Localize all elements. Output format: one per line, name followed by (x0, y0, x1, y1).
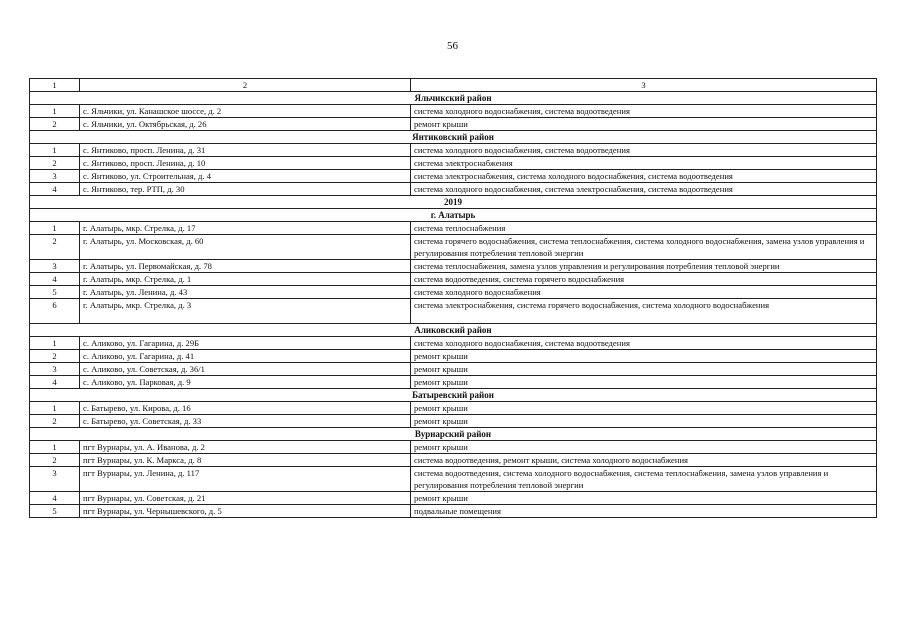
section-title: 2019 (30, 196, 877, 209)
row-address: с. Батырево, ул. Кирова, д. 16 (80, 402, 411, 415)
row-number: 6 (30, 299, 80, 324)
row-number: 2 (30, 454, 80, 467)
row-works: ремонт крыши (411, 402, 877, 415)
table-row (30, 235, 877, 260)
row-number: 3 (30, 363, 80, 376)
row-number: 4 (30, 183, 80, 196)
row-number: 3 (30, 260, 80, 273)
row-address: г. Алатырь, мкр. Стрелка, д. 17 (80, 222, 411, 235)
table-row (30, 222, 877, 235)
column-header-address: 2 (80, 79, 411, 92)
table-row (30, 350, 877, 363)
row-works: ремонт крыши (411, 118, 877, 131)
row-address: с. Батырево, ул. Советская, д. 33 (80, 415, 411, 428)
row-address: с. Янтиково, просп. Ленина, д. 31 (80, 144, 411, 157)
row-works: система теплоснабжения, замена узлов управления и регулирования потребления тепловой энергии (411, 260, 877, 273)
row-address: г. Алатырь, ул. Московская, д. 60 (80, 235, 411, 260)
row-number: 3 (30, 467, 80, 492)
section-row (30, 428, 877, 441)
section-row (30, 389, 877, 402)
row-works: система теплоснабжения (411, 222, 877, 235)
row-works: ремонт крыши (411, 363, 877, 376)
row-number: 2 (30, 415, 80, 428)
table-row (30, 505, 877, 518)
row-address: с. Янтиково, просп. Ленина, д. 10 (80, 157, 411, 170)
row-works: ремонт крыши (411, 441, 877, 454)
row-number: 5 (30, 286, 80, 299)
row-number: 1 (30, 441, 80, 454)
section-row (30, 324, 877, 337)
row-address: г. Алатырь, мкр. Стрелка, д. 3 (80, 299, 411, 324)
row-number: 1 (30, 337, 80, 350)
table-row (30, 144, 877, 157)
row-works: ремонт крыши (411, 415, 877, 428)
row-works: система электроснабжения, система холодного водоснабжения, система водоотведения (411, 170, 877, 183)
row-works: ремонт крыши (411, 492, 877, 505)
row-number: 1 (30, 144, 80, 157)
row-works: система горячего водоснабжения, система теплоснабжения, система холодного водоснабжения, замена узлов управления и регулирования потребления тепловой энергии (411, 235, 877, 260)
row-works: система холодного водоснабжения (411, 286, 877, 299)
row-number: 2 (30, 235, 80, 260)
row-number: 4 (30, 492, 80, 505)
section-row (30, 196, 877, 209)
table-row (30, 183, 877, 196)
row-works: система холодного водоснабжения, система электроснабжения, система водоотведения (411, 183, 877, 196)
page-number: 56 (447, 40, 458, 52)
row-number: 2 (30, 350, 80, 363)
row-number: 1 (30, 105, 80, 118)
row-address: пгт Вурнары, ул. К. Маркса, д. 8 (80, 454, 411, 467)
row-number: 1 (30, 402, 80, 415)
row-number: 2 (30, 157, 80, 170)
section-title: Янтиковский район (30, 131, 877, 144)
row-works: подвальные помещения (411, 505, 877, 518)
table-row (30, 376, 877, 389)
row-address: пгт Вурнары, ул. Чернышевского, д. 5 (80, 505, 411, 518)
row-works: система холодного водоснабжения, система водоотведения (411, 105, 877, 118)
row-address: г. Алатырь, ул. Первомайская, д. 78 (80, 260, 411, 273)
row-works: система водоотведения, система холодного водоснабжения, система теплоснабжения, замена узлов управления и регулирования потребления тепловой энергии (411, 467, 877, 492)
row-address: с. Аликово, ул. Гагарина, д. 29Б (80, 337, 411, 350)
row-number: 5 (30, 505, 80, 518)
row-works: система холодного водоснабжения, система водоотведения (411, 337, 877, 350)
row-address: с. Яльчики, ул. Октябрьская, д. 26 (80, 118, 411, 131)
section-title: Аликовский район (30, 324, 877, 337)
row-works: система электроснабжения, система горячего водоснабжения, система холодного водоснабжения (411, 299, 877, 324)
table-row (30, 157, 877, 170)
table-row (30, 260, 877, 273)
table-row (30, 105, 877, 118)
section-title: Вурнарский район (30, 428, 877, 441)
section-row (30, 209, 877, 222)
table-row (30, 286, 877, 299)
table-row (30, 454, 877, 467)
table-body (30, 79, 877, 518)
row-address: с. Аликово, ул. Парковая, д. 9 (80, 376, 411, 389)
row-works: система водоотведения, система горячего водоснабжения (411, 273, 877, 286)
row-address: пгт Вурнары, ул. Ленина, д. 117 (80, 467, 411, 492)
row-address: г. Алатырь, мкр. Стрелка, д. 1 (80, 273, 411, 286)
row-number: 1 (30, 222, 80, 235)
row-address: с. Яльчики, ул. Канашское шоссе, д. 2 (80, 105, 411, 118)
table-row (30, 467, 877, 492)
row-works: ремонт крыши (411, 350, 877, 363)
row-address: с. Янтиково, ул. Строительная, д. 4 (80, 170, 411, 183)
row-address: г. Алатырь, ул. Ленина, д. 43 (80, 286, 411, 299)
row-number: 3 (30, 170, 80, 183)
table-row (30, 402, 877, 415)
section-title: Яльчикский район (30, 92, 877, 105)
table-row (30, 492, 877, 505)
section-title: Батыревский район (30, 389, 877, 402)
table-row (30, 170, 877, 183)
table-row (30, 441, 877, 454)
table-row (30, 118, 877, 131)
row-works: система электроснабжения (411, 157, 877, 170)
row-address: пгт Вурнары, ул. А. Иванова, д. 2 (80, 441, 411, 454)
row-address: с. Янтиково, тер. РТП, д. 30 (80, 183, 411, 196)
section-row (30, 92, 877, 105)
row-works: система холодного водоснабжения, система водоотведения (411, 144, 877, 157)
row-number: 4 (30, 273, 80, 286)
section-row (30, 131, 877, 144)
table-row (30, 415, 877, 428)
row-number: 4 (30, 376, 80, 389)
table-row (30, 337, 877, 350)
table-row (30, 299, 877, 324)
table-row (30, 273, 877, 286)
row-address: с. Аликово, ул. Советская, д. 36/1 (80, 363, 411, 376)
column-header-works: 3 (411, 79, 877, 92)
row-works: ремонт крыши (411, 376, 877, 389)
section-title: г. Алатырь (30, 209, 877, 222)
table-row (30, 363, 877, 376)
buildings-table (29, 78, 877, 518)
table-header-row (30, 79, 877, 92)
row-address: с. Аликово, ул. Гагарина, д. 41 (80, 350, 411, 363)
row-works: система водоотведения, ремонт крыши, система холодного водоснабжения (411, 454, 877, 467)
row-number: 2 (30, 118, 80, 131)
column-header-number: 1 (30, 79, 80, 92)
row-address: пгт Вурнары, ул. Советская, д. 21 (80, 492, 411, 505)
